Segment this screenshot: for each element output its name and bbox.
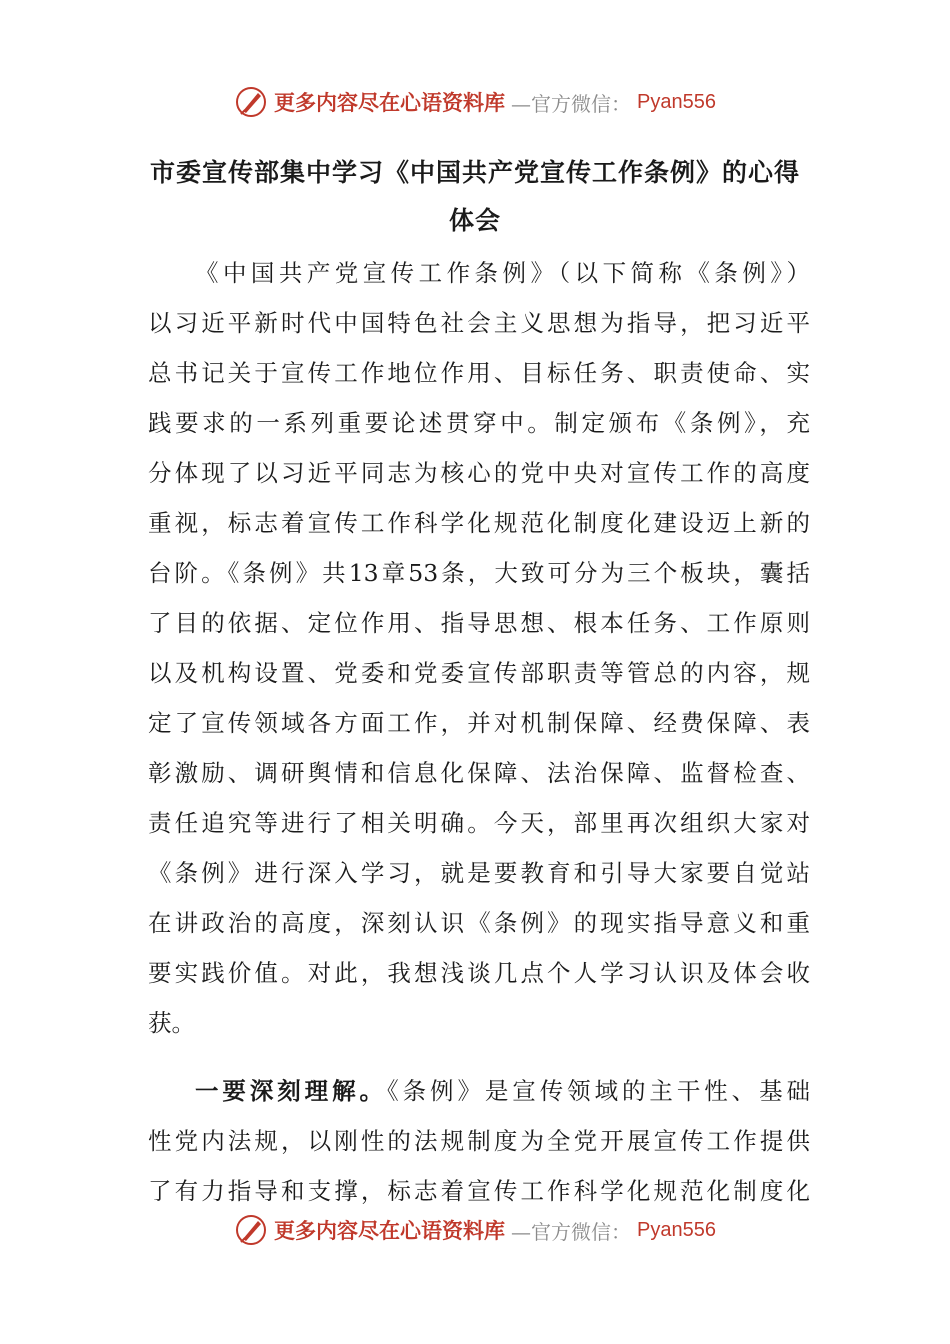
text-line: 定了宣传领域各方面工作，并对机制保障、经费保障、表 (148, 709, 810, 737)
text-line: 总书记关于宣传工作地位作用、目标任务、职责使命、实 (148, 359, 810, 387)
text-line: 重视，标志着宣传工作科学化规范化制度化建设迈上新的 (148, 509, 810, 537)
watermark-id-text: Pyan556 (637, 90, 716, 113)
watermark-banner-bottom (0, 1210, 950, 1250)
text-line: 《条例》进行深入学习，就是要教育和引导大家要自觉站 (148, 859, 810, 887)
text-line: 分体现了以习近平同志为核心的党中央对宣传工作的高度 (148, 459, 810, 487)
document-body (148, 248, 810, 1216)
watermark-id-text: Pyan556 (637, 1218, 716, 1241)
text-line: 获。 (148, 1009, 195, 1037)
paragraph-1 (148, 248, 810, 1048)
paragraph-text: 《条例》是宣传领域的主干性、基础 (386, 1077, 810, 1105)
quill-pen-icon (234, 1213, 268, 1247)
watermark-red-text: 更多内容尽在心语资料库 (274, 90, 506, 115)
paragraph-2 (148, 1066, 810, 1216)
text-line: 在讲政治的高度，深刻认识《条例》的现实指导意义和重 (148, 909, 810, 937)
text-line: 以及机构设置、党委和党委宣传部职责等管总的内容，规 (148, 659, 810, 687)
paragraph-heading: 一要深刻理解。 (195, 1077, 387, 1105)
document-title-line1: 市委宣传部集中学习《中国共产党宣传工作条例》的心得 (149, 158, 800, 187)
text-line: 《中国共产党宣传工作条例》（以下简称《条例》） (195, 259, 810, 287)
text-line: 了有力指导和支撑，标志着宣传工作科学化规范化制度化 (148, 1177, 810, 1205)
text-line: 践要求的一系列重要论述贯穿中。制定颁布《条例》，充 (148, 409, 810, 437)
watermark-gray-text: —官方微信： (511, 91, 632, 116)
text-line: 要实践价值。对此，我想浅谈几点个人学习认识及体会收 (148, 959, 810, 987)
text-line: 台阶。《条例》共13章53条，大致可分为三个板块，囊括 (148, 559, 810, 587)
text-line: 了目的依据、定位作用、指导思想、根本任务、工作原则 (148, 609, 810, 637)
text-line: 以习近平新时代中国特色社会主义思想为指导，把习近平 (148, 309, 810, 337)
quill-pen-icon (234, 85, 268, 119)
text-line (148, 1066, 810, 1116)
text-line: 责任追究等进行了相关明确。今天，部里再次组织大家对 (148, 809, 810, 837)
watermark-banner-top (0, 82, 950, 122)
watermark-gray-text: —官方微信： (511, 1219, 632, 1244)
text-line: 彰激励、调研舆情和信息化保障、法治保障、监督检查、 (148, 759, 810, 787)
document-title-line2: 体会 (448, 206, 501, 235)
text-line: 性党内法规，以刚性的法规制度为全党开展宣传工作提供 (148, 1127, 810, 1155)
watermark-red-text: 更多内容尽在心语资料库 (274, 1218, 506, 1243)
